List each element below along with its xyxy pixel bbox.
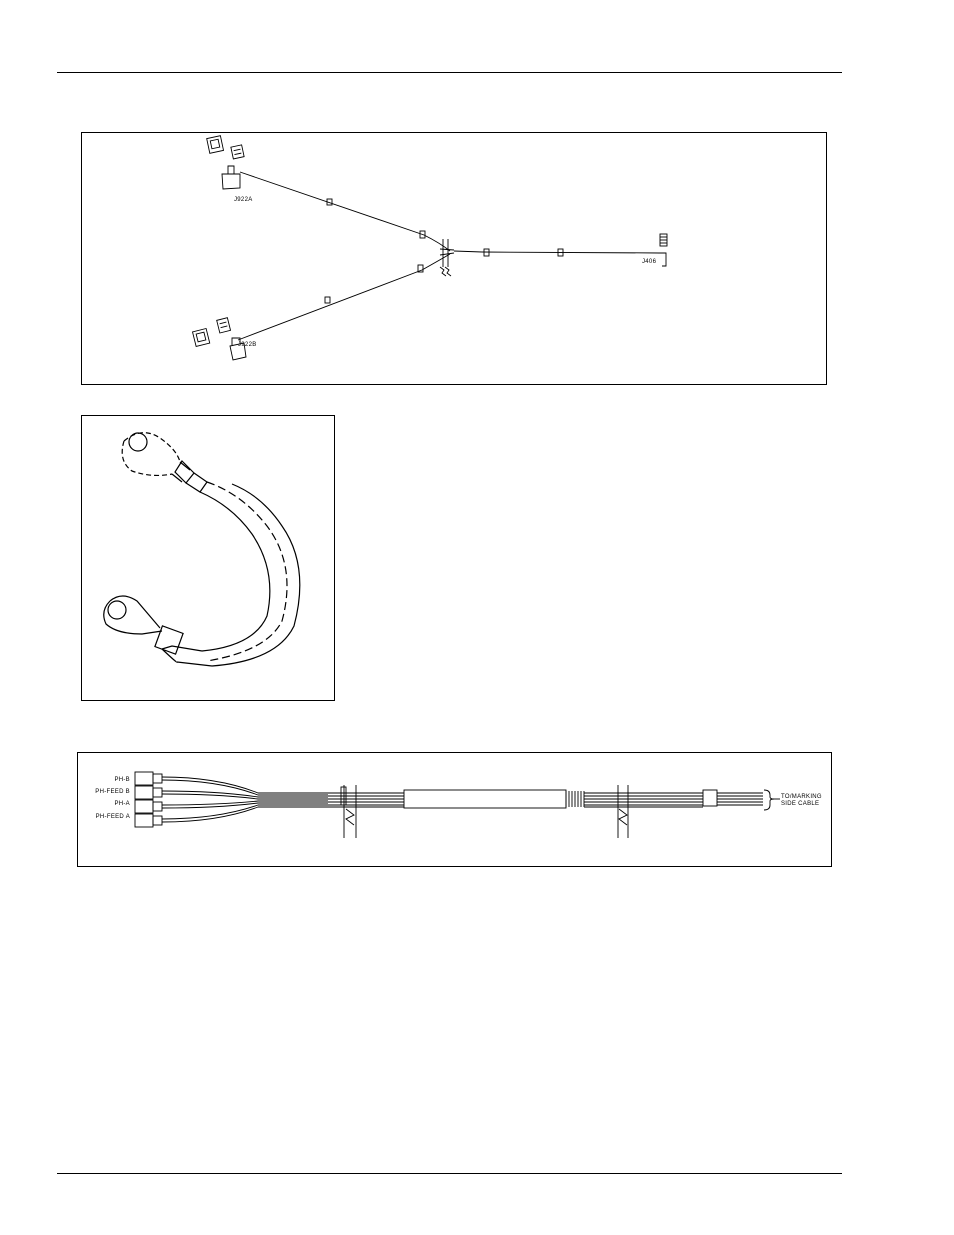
wire-label-2: PH-FEED B (95, 789, 130, 795)
branch-top-wire (240, 172, 450, 251)
y-harness-drawing (82, 133, 828, 386)
cable-outer-top (207, 482, 287, 661)
figure-y-harness (81, 132, 827, 385)
ring-terminal-bottom (104, 596, 212, 666)
destination-label-line1: TO/MARKING (781, 794, 822, 800)
figure-ground-strap (81, 415, 335, 701)
ring-terminal-top (122, 433, 207, 492)
wire-label-3: PH-A (114, 801, 130, 807)
ground-strap-drawing (82, 416, 336, 702)
heat-shrink (566, 791, 584, 807)
figure-cable-assembly (77, 752, 832, 867)
label-j406: J406 (642, 259, 657, 265)
label-j922b: J922B (238, 342, 257, 348)
wire-label-1: PH-B (114, 777, 130, 783)
cable-assembly-drawing (78, 753, 833, 868)
trunk-wire (482, 252, 660, 253)
footer-rule (57, 1173, 842, 1174)
connector-cluster-bottom (193, 318, 246, 360)
destination-label-line2: SIDE CABLE (781, 801, 820, 807)
connector-right (660, 234, 667, 266)
connector-cluster-top (207, 136, 244, 189)
label-j922a: J922A (234, 197, 253, 203)
wire-label-4: PH-FEED A (95, 814, 130, 820)
terminal-stack (135, 772, 162, 827)
header-rule (57, 72, 842, 73)
